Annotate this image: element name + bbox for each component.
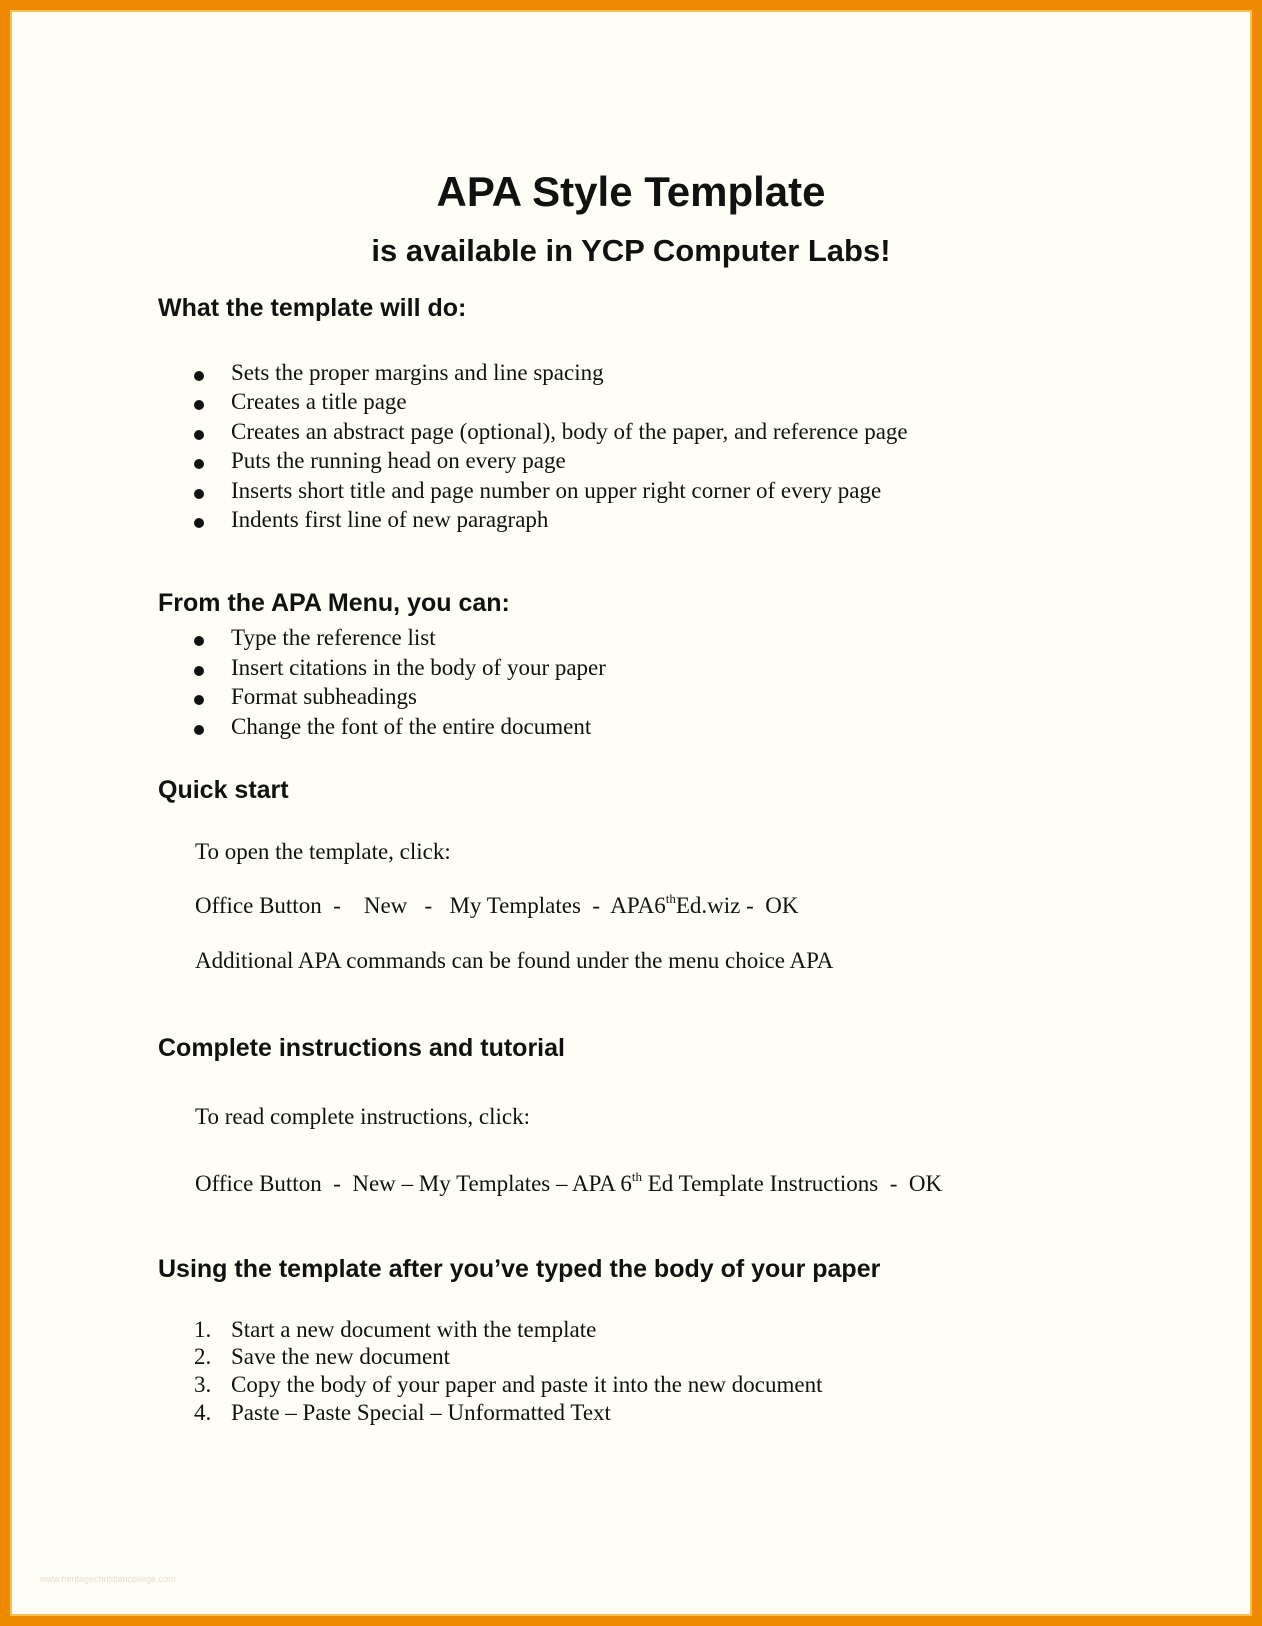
bullet-icon [194,666,204,676]
section-heading-quick-start: Quick start [158,776,289,804]
list-item: Creates a title page [231,389,407,414]
step-text: Start a new document with the template [231,1317,597,1342]
watermark: www.heritagechristiancollege.com [40,1574,176,1584]
bullet-icon [194,400,204,410]
bullet-icon [194,489,204,499]
bullet-icon [194,518,204,528]
bullet-icon [194,459,204,469]
page-subtitle: is available in YCP Computer Labs! [371,233,891,268]
page-title: APA Style Template [436,168,826,215]
step-text: Paste – Paste Special – Unformatted Text [231,1400,611,1425]
list-item: Change the font of the entire document [231,714,592,739]
section-heading-apa-menu: From the APA Menu, you can: [158,589,510,617]
list-item: Indents first line of new paragraph [231,507,549,532]
bullet-icon [194,636,204,646]
bullet-icon [194,371,204,381]
step-number: 2. [194,1344,212,1369]
path-text: Office Button - New – My Templates – APA 6 [195,1171,632,1196]
list-item: Creates an abstract page (optional), body of the paper, and reference page [231,419,908,444]
path-text: Office Button - New - My Templates - APA6 [195,893,666,918]
step-text: Copy the body of your paper and paste it into the new document [231,1372,823,1397]
list-item: Inserts short title and page number on upper right corner of every page [231,478,882,503]
section-heading-instructions: Complete instructions and tutorial [158,1034,565,1062]
section-heading-using-template: Using the template after you’ve typed the body of your paper [158,1255,881,1283]
quick-start-path [195,893,798,919]
bullet-icon [194,695,204,705]
superscript: th [631,1169,642,1184]
instructions-path [195,1171,942,1197]
superscript: th [665,891,676,906]
list-item: Puts the running head on every page [231,448,566,473]
step-number: 1. [194,1317,212,1342]
bullet-icon [194,725,204,735]
path-text: Ed Template Instructions - OK [642,1171,943,1196]
list-item: Type the reference list [231,625,436,650]
step-number: 4. [194,1400,212,1425]
instructions-intro: To read complete instructions, click: [195,1104,530,1129]
bullet-icon [194,430,204,440]
list-item: Format subheadings [231,684,417,709]
list-item: Insert citations in the body of your paper [231,655,606,680]
path-text: Ed.wiz - OK [675,893,799,918]
step-text: Save the new document [231,1344,451,1369]
quick-start-note: Additional APA commands can be found under the menu choice APA [195,948,834,973]
list-item: Sets the proper margins and line spacing [231,360,604,385]
quick-start-intro: To open the template, click: [195,839,451,864]
step-number: 3. [194,1372,212,1397]
section-heading-template-features: What the template will do: [158,294,467,322]
